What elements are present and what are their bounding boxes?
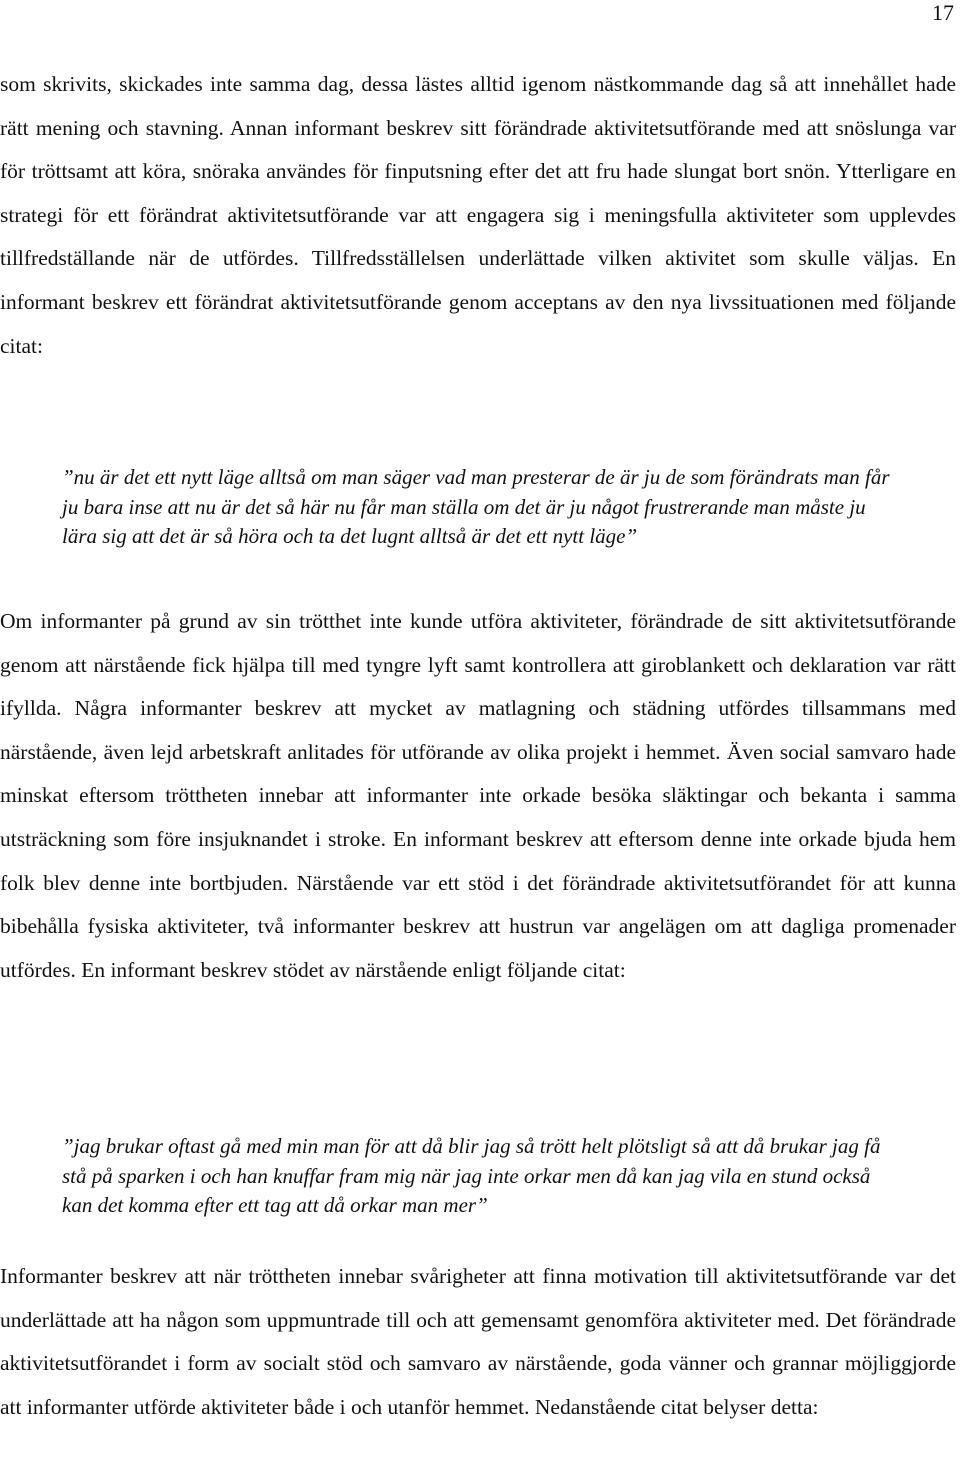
page-number: 17 — [932, 0, 954, 25]
body-paragraph-2: Om informanter på grund av sin trötthet inte kunde utföra aktiviteter, förändrade de sitt aktivitetsutförande genom att närstående fick hjälpa till med tyngre lyft samt kontrollera att giroblankett och deklaration var rätt ifyllda. Några informanter beskrev att mycket av matlagning och städning utfördes tillsammans med närstående, även lejd arbetskraft anlitades för utförande av olika projekt i hemmet. Även social samvaro hade minskat eftersom tröttheten innebar att informanter inte orkade besöka släktingar och bekanta i samma utsträckning som före insjuknandet i stroke. En informant beskrev att eftersom denne inte orkade bjuda hem folk blev denne inte bortbjuden. Närstående var ett stöd i det förändrade aktivitetsutförandet för att kunna bibehålla fysiska aktiviteter, två informanter beskrev att hustrun var angelägen om att dagliga promenader utfördes. En informant beskrev stödet av närstående enligt följande citat: — [0, 609, 956, 982]
quote-block-2: ”jag brukar oftast gå med min man för att då blir jag så trött helt plötsligt så att då brukar jag få stå på sparken i och han knuffar fram mig när jag inte orkar men då kan jag vila en stund också kan det komma efter ett tag att då orkar man mer” — [62, 1134, 881, 1217]
quote-block-1: ”nu är det ett nytt läge alltså om man säger vad man presterar de är ju de som förändrats man får ju bara inse att nu är det så här nu får man ställa om det är ju något frustrerande man måste ju lära sig att det är så höra och ta det lugnt alltså är det ett nytt läge” — [62, 465, 890, 548]
body-paragraph-1: som skrivits, skickades inte samma dag, dessa lästes alltid igenom nästkommande dag så att innehållet hade rätt mening och stavning. Annan informant beskrev sitt förändrade aktivitetsutförande med att snöslunga var för tröttsamt att köra, snöraka användes för finputsning efter det att fru hade slungat bort snön. Ytterligare en strategi för ett förändrat aktivitetsutförande var att engagera sig i meningsfulla aktiviteter som upplevdes tillfredställande när de utfördes. Tillfredsställelsen underlättade vilken aktivitet som skulle väljas. En informant beskrev ett förändrat aktivitetsutförande genom acceptans av den nya livssituationen med följande citat: — [0, 72, 956, 358]
body-paragraph-3: Informanter beskrev att när tröttheten innebar svårigheter att finna motivation till aktivitetsutförande var det underlättade att ha någon som uppmuntrade till och att gemensamt genomföra aktiviteter med. Det förändrade aktivitetsutförandet i form av socialt stöd och samvaro av närstående, goda vänner och grannar möjliggjorde att informanter utförde aktiviteter både i och utanför hemmet. Nedanstående citat belyser detta: — [0, 1264, 956, 1419]
